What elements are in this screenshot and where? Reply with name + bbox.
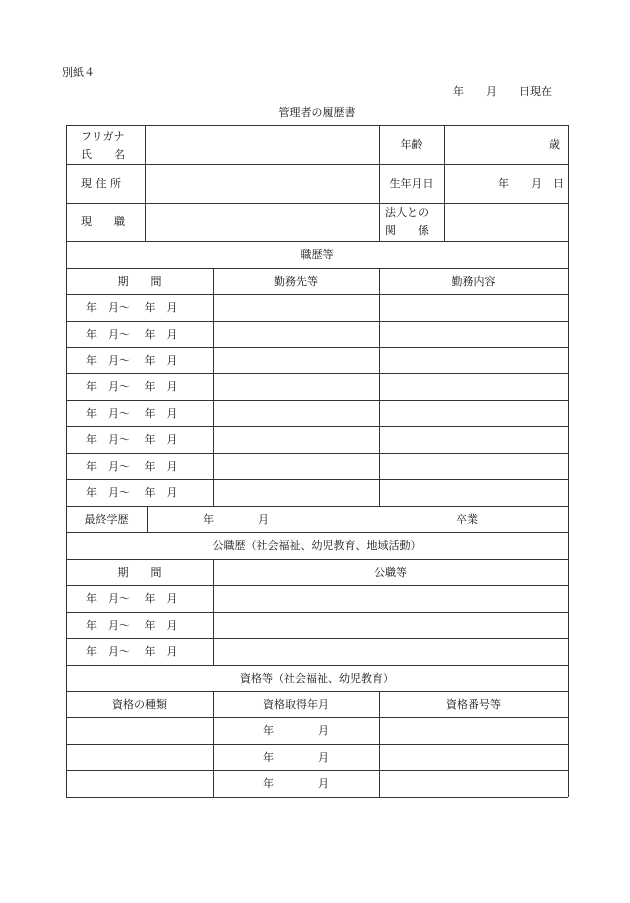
address-label: 現 住 所 <box>81 177 121 190</box>
career-col-workplace: 勤務先等 <box>274 275 318 288</box>
public-office-row-period: 年 月～ 年 月 <box>86 619 178 632</box>
qualifications-section-title: 資格等（社会福祉、幼児教育） <box>240 672 394 685</box>
career-section-title: 職歴等 <box>300 248 334 261</box>
name-label: 氏 名 <box>81 148 125 161</box>
attachment-label: 別紙４ <box>62 66 95 79</box>
page-title: 管理者の履歴書 <box>278 106 356 119</box>
public-office-row-period: 年 月～ 年 月 <box>86 592 178 605</box>
public-office-col-office: 公職等 <box>374 566 407 579</box>
career-row-period: 年 月～ 年 月 <box>86 486 178 499</box>
graduated-label: 卒業 <box>456 513 478 526</box>
furigana-label: フリガナ <box>81 130 125 143</box>
career-row-period: 年 月～ 年 月 <box>86 460 178 473</box>
relation-label-line1: 法人との <box>385 206 429 219</box>
education-date-template: 年 月 <box>203 513 269 526</box>
occupation-label: 現 職 <box>81 215 125 228</box>
birthdate-label: 生年月日 <box>389 177 434 190</box>
qualification-row-date: 年 月 <box>263 751 329 764</box>
education-label: 最終学歴 <box>84 513 129 526</box>
career-row-period: 年 月～ 年 月 <box>86 328 178 341</box>
career-row-period: 年 月～ 年 月 <box>86 301 178 314</box>
qualifications-col-type: 資格の種類 <box>112 698 167 711</box>
career-col-period: 期 間 <box>117 275 162 288</box>
career-row-period: 年 月～ 年 月 <box>86 380 178 393</box>
career-row-period: 年 月～ 年 月 <box>86 407 178 420</box>
relation-label-line2: 関 係 <box>385 224 429 237</box>
birthdate-template: 年 月 日 <box>498 177 564 190</box>
qualifications-col-date: 資格取得年月 <box>263 698 329 711</box>
qualification-row-date: 年 月 <box>263 777 329 790</box>
career-row-period: 年 月～ 年 月 <box>86 354 178 367</box>
career-col-duties: 勤務内容 <box>451 275 496 288</box>
age-unit: 歳 <box>549 138 560 151</box>
date-line: 年 月 日現在 <box>453 85 552 98</box>
qualifications-col-number: 資格番号等 <box>446 698 501 711</box>
public-office-section-title: 公職歴（社会福祉、幼児教育、地域活動） <box>212 539 422 552</box>
qualification-row-date: 年 月 <box>263 724 329 737</box>
public-office-col-period: 期 間 <box>117 566 162 579</box>
age-label: 年齢 <box>400 138 423 151</box>
career-row-period: 年 月～ 年 月 <box>86 433 178 446</box>
public-office-row-period: 年 月～ 年 月 <box>86 645 178 658</box>
